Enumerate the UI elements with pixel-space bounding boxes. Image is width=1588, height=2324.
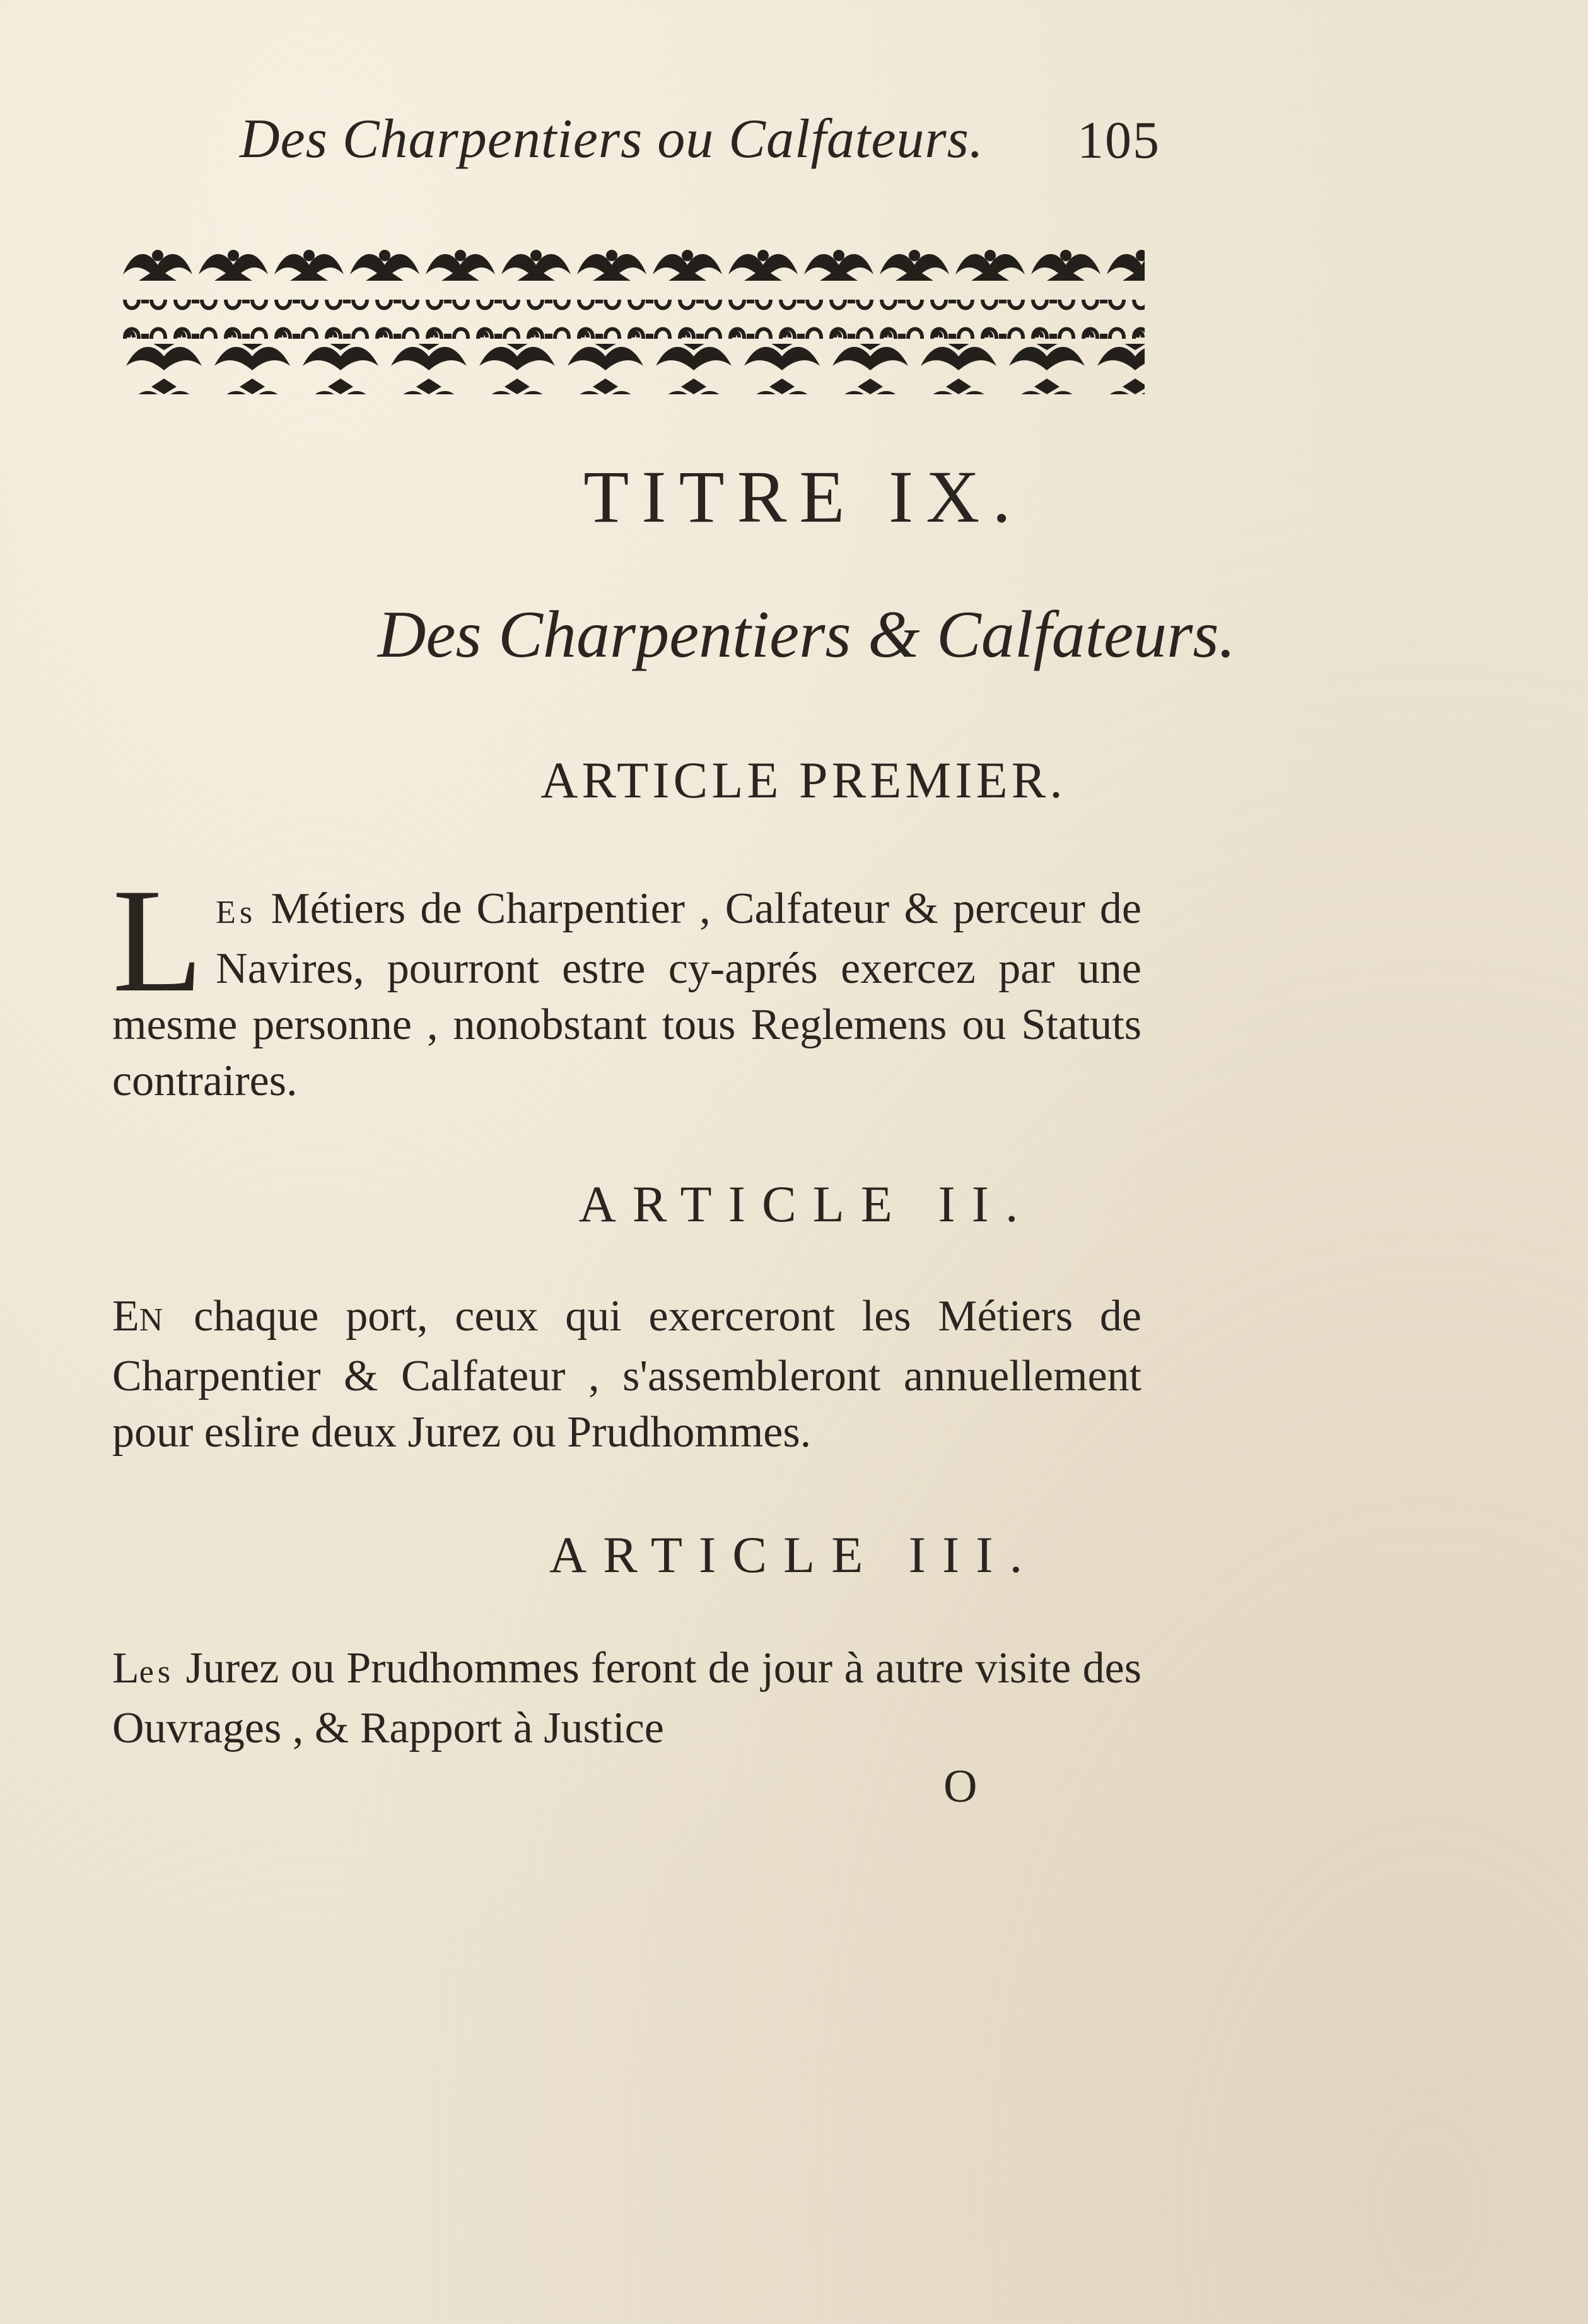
lead-small-caps: N bbox=[139, 1302, 167, 1338]
decorative-headpiece bbox=[120, 243, 1145, 401]
chapter-title: TITRE IX. bbox=[583, 455, 1024, 538]
article-body: Jurez ou Prudhommes feront de jour à autre visite des Ouvrages , & Rapport à Justice bbox=[112, 1644, 1141, 1752]
article-body: chaque port, ceux qui exerceront les Métiers de Charpentier & Calfateur , s'assembleront annuellement pour eslire deux Jurez ou Prudhommes. bbox=[112, 1292, 1141, 1457]
article-text bbox=[112, 1640, 1141, 1756]
article-heading: ARTICLE II. bbox=[578, 1175, 1035, 1233]
running-head bbox=[240, 107, 1160, 177]
signature-mark: O bbox=[943, 1761, 978, 1812]
running-title: Des Charpentiers ou Calfateurs. bbox=[240, 109, 984, 170]
lead-small-caps: es bbox=[139, 1654, 175, 1690]
article-body: Métiers de Charpentier , Calfateur & perceur de Navires, pourront estre cy-aprés exercez par une mesme personne , nonobstant tous Reglemens ou Statuts contraires. bbox=[112, 884, 1141, 1105]
lead-small-caps: Es bbox=[216, 895, 257, 930]
lead-capital: E bbox=[112, 1292, 139, 1341]
article-text bbox=[112, 1288, 1141, 1460]
page-number: 105 bbox=[1077, 111, 1160, 170]
article-heading: ARTICLE PREMIER. bbox=[540, 751, 1066, 809]
lead-capital: L bbox=[112, 1644, 139, 1693]
drop-cap: L bbox=[112, 859, 204, 1023]
article-text bbox=[112, 859, 1141, 1109]
chapter-subtitle: Des Charpentiers & Calfateurs. bbox=[377, 597, 1236, 671]
article-heading: ARTICLE III. bbox=[549, 1526, 1039, 1583]
